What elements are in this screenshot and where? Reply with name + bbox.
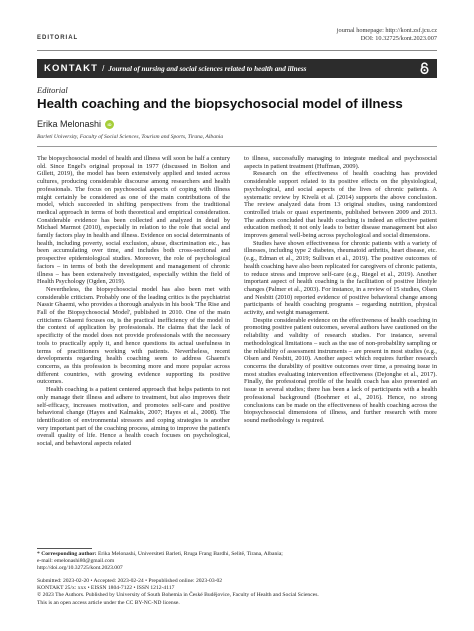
paragraph: to illness, successfully managing to integrate medical and psychosocial aspects in patient treatment (Huffman, 2009). <box>244 155 437 170</box>
license-line: This is an open access article under the CC BY-NC-ND license. <box>37 599 180 606</box>
footnote-rule <box>37 548 92 549</box>
svg-text:iD: iD <box>107 121 112 127</box>
header-rule <box>37 50 437 51</box>
journal-banner <box>37 59 437 78</box>
journal-homepage[interactable]: journal homepage: http://kont.zsf.jcu.cz <box>336 27 437 34</box>
author-affiliation: Barleti University, Faculty of Social Sciences, Tourism and Sports, Tirana, Albania <box>37 134 224 140</box>
submission-dates: Submitted: 2023-02-20 • Accepted: 2023-02-24 • Prepublished online: 2023-03-02 <box>37 578 223 585</box>
paragraph: Health coaching is a patient centered approach that helps patients to not only manage their illness and adhere to treatment, but also improves their self-efficacy, increases motivation, and promotes self-care and positive behavioral change (Hayes and Kalmakis, 2007; Hayes et al., 2008). The identification of environmental stressors and coping strategies is another very important part of the coaching process, aiming to improve the patient's overall quality of life. Hence a health coach focuses on psychological, social, and behavioral aspects related <box>37 386 230 448</box>
paragraph: Studies have shown effectiveness for chronic patients with a variety of illnesses, including type 2 diabetes, rheumatoid arthritis, heart disease, etc. (e.g., Edman et al., 2019; Sullivan et al., 2019). The positive outcomes of health coaching have also been replicated for caregivers of chronic patients, to reduce stress and improve self-care (e.g., Riegel et al., 2019). Another important aspect of health coaching is the facilitation of positive lifestyle changes (Palmer et al., 2003). For instance, in a review of 15 studies, Olsen and Nesbitt (2010) reported evidence of positive behavioral change among participants of health coaching programs – regarding nutrition, physical activity, and weight management. <box>244 239 437 317</box>
copyright-line: © 2023 The Authors. Published by University of South Bohemia in České Budějovice, Faculty of Health and Social Sciences. <box>37 592 319 599</box>
doi-link[interactable]: http://doi.org/10.32725/kont.2023.007 <box>37 565 123 572</box>
journal-meta <box>337 27 437 43</box>
body-column-left <box>37 155 230 448</box>
author-name[interactable]: Erika Melonashi <box>37 119 102 129</box>
open-access-icon <box>418 62 431 75</box>
paragraph: Despite considerable evidence on the effectiveness of health coaching in promoting positive patient outcomes, several authors have cautioned on the reliability and validity of research studies. For instance, several methodological limitations – such as the use of non-probability sampling or the reliability of assessment instruments – are present in most studies (e.g., Olsen and Nesbitt, 2010). Another aspect which requires further research concerns the durability of positive outcomes over time, a pressing issue in most studies evaluating intervention effectiveness (Dejonghe et al., 2017). Finally, the professional profile of the health coach has also presented an issue in several studies; there has been a lack of participants with a health professional background (Boehmer et al., 2016). Hence, no strong conclusions can be made on the effectiveness of health coaching across the biopsychosocial dimensions of illness, and further research with more sound methodology is required. <box>244 316 437 424</box>
article-type: Editorial <box>37 85 68 95</box>
paragraph: Research on the effectiveness of health coaching has provided considerable support related to its positive effects on the physiological, psychological, and social aspects of the lives of chronic patients. A systematic review by Kivelä et al. (2014) supports the above conclusion. The review analyzed data from 13 original studies, using randomized controlled trials or quasi experiments, published between 2009 and 2013. The authors concluded that health coaching is indeed an effective patient education method; it not only leads to better disease management but also improves general well-being across psychological and social dimensions. <box>244 170 437 240</box>
journal-subtitle: Journal of nursing and social sciences related to health and illness <box>108 64 307 73</box>
article-title: Health coaching and the biopsychosocial model of illness <box>37 96 403 111</box>
paragraph: Nevertheless, the biopsychosocial model has also been met with considerable criticism. Probably one of the leading critics is the psychiatrist Nassir Ghaemi, who provides a thorough analysis in his book 'The Rise and Fall of the Biopsychosocial Model', published in 2010. One of the main criticisms Ghaemi focuses on, is the practical inefficiency of the model in the context of application by professionals. He claims that the lack of specificity of the model does not provide professionals with the necessary tools to practically apply it, and hence questions its actual usefulness in terms of practitioners working with patients. Nevertheless, recent developments regarding health coaching seem to address Ghaemi's concerns, as this profession is becoming more and more popular across different countries, with growing evidence supporting its positive outcomes. <box>37 285 230 386</box>
corresponding-author <box>37 551 437 558</box>
journal-name: KONTAKT <box>44 63 99 74</box>
author-row <box>37 119 114 129</box>
article-footer <box>37 551 437 607</box>
issn-line: KONTAKT 25/x: xxx • EISSN 1804-7122 • ISSN 1212-4117 <box>37 585 175 592</box>
section-tag: EDITORIAL <box>37 35 79 41</box>
doi-header[interactable]: DOI: 10.32725/kont.2023.007 <box>360 35 437 42</box>
orcid-icon[interactable] <box>105 120 114 129</box>
paragraph: The biopsychosocial model of health and illness will soon be half a century old. Since Engel's original proposal in 1977 (discussed in Bolton and Gillett, 2019), the model has been extensively applied and tested across cultures, producing considerable discourse among researchers and health professionals. The focus on psychosocial aspects of coping with illness might certainly be considered as one of the main contributions of the model, which succeeded in shifting perspectives from the traditional medical approach in terms of both theoretical and empirical consideration. Considerable evidence has been collected and analyzed in detail by Michael Marmot (2010), especially in relation to the role that social and family factors play in health and illness. Evidence on social determinants of health, including poverty, social exclusion, abuse, discrimination etc., has been accumulating over time, and includes both cross-sectional and prospective epidemiological studies. Moreover, the role of psychological factors – in terms of both the development and management of chronic illness – has been extensively investigated, especially within the field of Health Psychology (Ogden, 2019). <box>37 155 230 286</box>
affiliation-rule <box>37 146 437 147</box>
banner-separator: / <box>102 64 105 73</box>
corresponding-text: Erika Melonashi, Universiteti Barleti, Rruga Frang Bardhi, Selitë, Tirana, Albania; <box>97 551 283 557</box>
body-column-right <box>244 155 437 425</box>
page-header <box>37 27 437 49</box>
author-email[interactable]: e-mail: emelonashi80@gmail.com <box>37 558 115 565</box>
corresponding-label: * Corresponding author: <box>37 551 97 557</box>
